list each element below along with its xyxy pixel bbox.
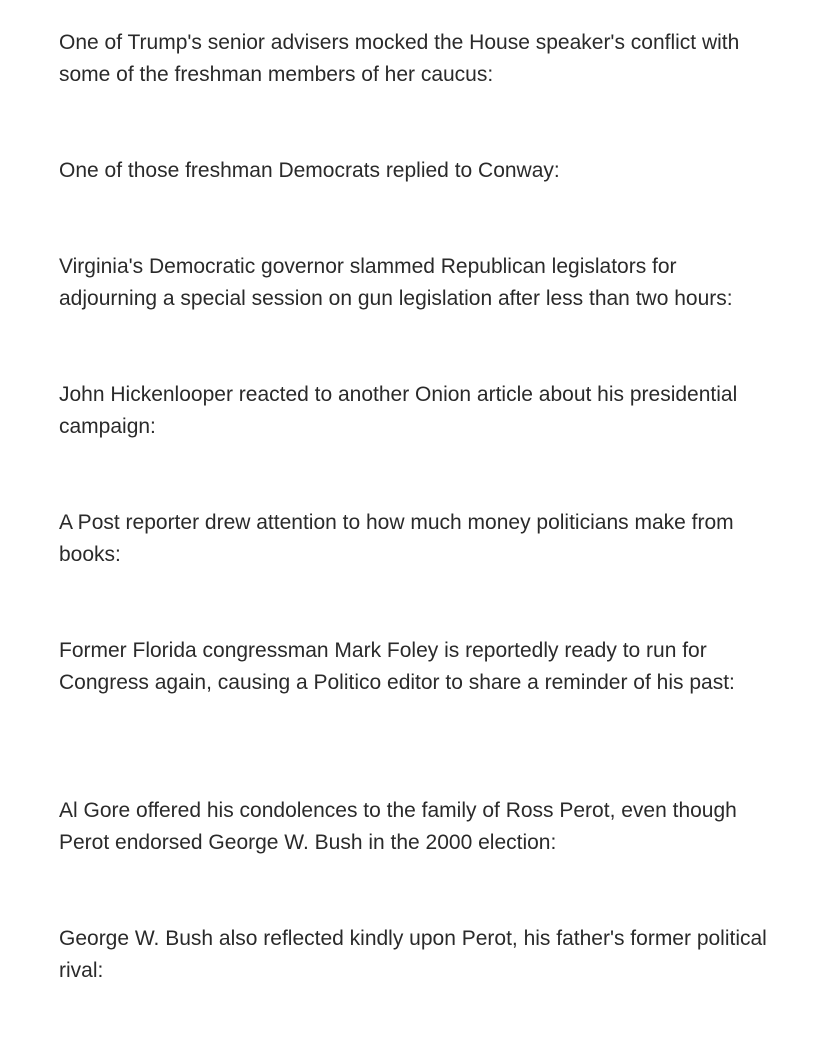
paragraph-george-bush: George W. Bush also reflected kindly upon Perot, his father's former political rival:: [59, 927, 767, 982]
paragraph-mark-foley: Former Florida congressman Mark Foley is reportedly ready to run for Congress again, causing a Politico editor to share a reminder of his past:: [59, 639, 735, 694]
paragraph-freshman-reply: One of those freshman Democrats replied to Conway:: [59, 159, 560, 182]
paragraph-trump-adviser: One of Trump's senior advisers mocked the House speaker's conflict with some of the freshman members of her caucus:: [59, 31, 740, 86]
paragraph-post-reporter: A Post reporter drew attention to how much money politicians make from books:: [59, 511, 734, 566]
paragraph-hickenlooper: John Hickenlooper reacted to another Onion article about his presidential campaign:: [59, 383, 738, 438]
paragraph-al-gore: Al Gore offered his condolences to the family of Ross Perot, even though Perot endorsed George W. Bush in the 2000 election:: [59, 799, 737, 854]
paragraph-virginia-governor: Virginia's Democratic governor slammed Republican legislators for adjourning a special session on gun legislation after less than two hours:: [59, 255, 733, 310]
